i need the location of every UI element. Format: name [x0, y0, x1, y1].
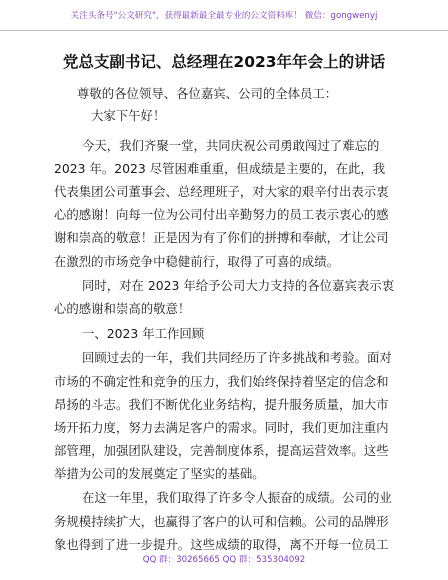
greeting: 大家下午好！	[91, 108, 166, 123]
body-line: 2023 年。2023 尽管困难重重，但成绩是主要的，在此，我	[54, 161, 386, 176]
footer-contact: QQ 群：30265665 QQ 群：535304092	[142, 555, 306, 565]
body-line: 昂扬的斗志。我们不断优化业务结构，提升服务质量，加大市	[54, 397, 389, 412]
document-title: 党总支副书记、总经理在2023年年会上的讲话	[62, 53, 386, 71]
body-line: 心的感谢和崇高的敬意！	[54, 301, 191, 316]
body-line: 在激烈的市场竞争中稳健前行，取得了可喜的成绩。	[54, 254, 339, 269]
body-line: 心的感谢！向每一位为公司付出辛勤努力的员工表示衷心的感	[54, 207, 389, 222]
body-line: 今天，我们齐聚一堂，共同庆祝公司勇敢闯过了难忘的	[82, 138, 380, 153]
body-line: 举措为公司的发展奠定了坚实的基础。	[54, 466, 265, 481]
body-line: 场开拓力度，努力去满足客户的需求。同时，我们更加注重内	[54, 420, 389, 435]
salutation: 尊敬的各位领导、各位嘉宾、公司的全体员工：	[77, 86, 338, 101]
header-banner: 关注头条号"公文研究"，获得最新最全最专业的公文资料库！ 微信：gongwenyj	[70, 11, 378, 21]
body-line: 部管理，加强团队建设，完善制度体系，提高运营效率。这些	[54, 443, 389, 458]
section-heading: 一、2023 年工作回顾	[82, 326, 205, 341]
body-line: 代表集团公司董事会、总经理班子，对大家的艰辛付出表示衷	[54, 184, 389, 199]
body-line: 同时，对在 2023 年给予公司大力支持的各位嘉宾表示衷	[82, 278, 395, 293]
body-line: 回顾过去的一年，我们共同经历了许多挑战和考验。面对	[82, 350, 392, 365]
body-line: 务规模持续扩大，也赢得了客户的认可和信赖。公司的品牌形	[54, 514, 389, 529]
body-line: 市场的不确定性和竞争的压力，我们始终保持着坚定的信念和	[54, 374, 389, 389]
body-line: 在这一年里，我们取得了许多令人振奋的成绩。公司的业	[82, 490, 392, 505]
body-line: 象也得到了进一步提升。这些成绩的取得，离不开每一位员工	[54, 537, 389, 552]
body-line: 谢和崇高的敬意！正是因为有了你们的拼搏和奉献，才让公司	[54, 230, 389, 245]
